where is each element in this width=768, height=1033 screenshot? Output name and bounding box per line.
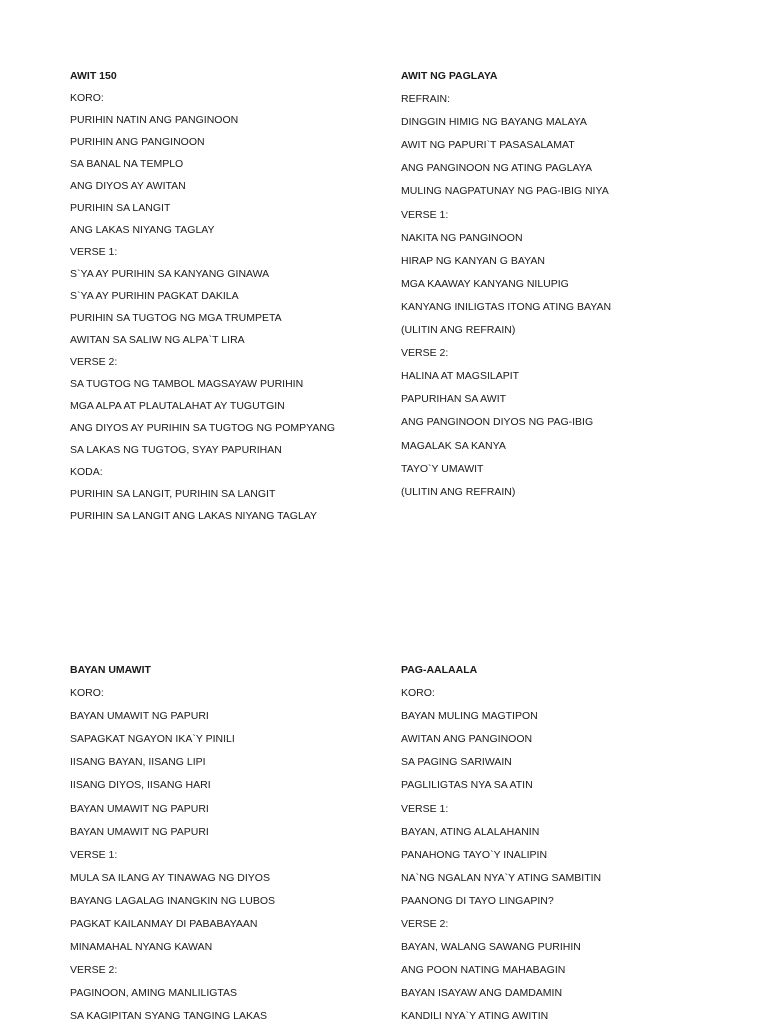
- lyric-line: PAGINOON, AMING MANLILIGTAS: [70, 987, 238, 1000]
- lyric-line: MULA SA ILANG AY TINAWAG NG DIYOS: [70, 871, 270, 884]
- lyric-line: AWITAN SA SALIW NG ALPA`T LIRA: [70, 334, 245, 346]
- lyric-line: BAYAN UMAWIT NG PAPURI: [70, 710, 209, 723]
- lyric-line: PAGLILIGTAS NYA SA ATIN: [401, 779, 533, 792]
- lyric-line: PURIHIN SA LANGIT: [70, 202, 171, 214]
- lyric-line: KODA:: [70, 466, 103, 478]
- lyric-line: SAPAGKAT NGAYON IKA`Y PINILI: [70, 733, 235, 746]
- lyric-line: ANG DIYOS AY AWITAN: [70, 180, 186, 192]
- lyric-line: VERSE 1:: [70, 848, 118, 861]
- lyric-line: VERSE 1:: [401, 802, 449, 815]
- lyric-line: KANYANG INILIGTAS ITONG ATING BAYAN: [401, 300, 612, 313]
- lyric-line: HIRAP NG KANYAN G BAYAN: [401, 254, 545, 267]
- lyric-line: TAYO`Y UMAWIT: [401, 462, 484, 475]
- lyric-line: PURIHIN SA TUGTOG NG MGA TRUMPETA: [70, 312, 282, 324]
- lyric-line: VERSE 2:: [401, 347, 449, 360]
- lyric-line: IISANG BAYAN, IISANG LIPI: [70, 756, 206, 769]
- lyric-line: KORO:: [70, 92, 104, 104]
- lyric-line: BAYAN ISAYAW ANG DAMDAMIN: [401, 987, 563, 1000]
- lyric-line: BAYAN, ATING ALALAHANIN: [401, 825, 540, 838]
- lyric-line: PAGKAT KAILANMAY DI PABABAYAAN: [70, 918, 258, 931]
- lyric-line: ANG POON NATING MAHABAGIN: [401, 964, 566, 977]
- lyric-line: ANG DIYOS AY PURIHIN SA TUGTOG NG POMPYANG: [70, 422, 336, 434]
- lyric-line: ANG PANGINOON NG ATING PAGLAYA: [401, 162, 592, 175]
- lyric-line: (ULITIN ANG REFRAIN): [401, 324, 516, 337]
- lyric-line: SA PAGING SARIWAIN: [401, 756, 512, 769]
- lyric-line: SA LAKAS NG TUGTOG, SYAY PAPURIHAN: [70, 444, 282, 456]
- lyric-line: VERSE 2:: [401, 918, 449, 931]
- lyric-line: MINAMAHAL NYANG KAWAN: [70, 941, 213, 954]
- lyric-line: PAANONG DI TAYO LINGAPIN?: [401, 894, 554, 907]
- lyric-line: SA TUGTOG NG TAMBOL MAGSAYAW PURIHIN: [70, 378, 304, 390]
- lyric-line: S`YA AY PURIHIN SA KANYANG GINAWA: [70, 268, 270, 280]
- lyric-line: SA KAGIPITAN SYANG TANGING LAKAS: [70, 1010, 268, 1023]
- lyric-line: PAPURIHAN SA AWIT: [401, 393, 507, 406]
- lyric-line: VERSE 1:: [70, 246, 118, 258]
- lyric-line: PURIHIN SA LANGIT ANG LAKAS NIYANG TAGLAY: [70, 510, 318, 522]
- lyric-line: ANG LAKAS NIYANG TAGLAY: [70, 224, 215, 236]
- lyric-line: VERSE 1:: [401, 208, 449, 221]
- lyric-line: KORO:: [70, 687, 104, 700]
- lyric-line: PURIHIN ANG PANGINOON: [70, 136, 205, 148]
- lyric-line: BAYANG LAGALAG INANGKIN NG LUBOS: [70, 894, 276, 907]
- lyric-line: ANG PANGINOON DIYOS NG PAG-IBIG: [401, 416, 594, 429]
- lyric-line: BAYAN UMAWIT NG PAPURI: [70, 802, 209, 815]
- lyric-line: BAYAN, WALANG SAWANG PURIHIN: [401, 941, 581, 954]
- lyric-line: SA BANAL NA TEMPLO: [70, 158, 184, 170]
- lyric-line: BAYAN MULING MAGTIPON: [401, 710, 538, 723]
- lyric-line: KORO:: [401, 687, 435, 700]
- song-title: PAG-AALAALA: [401, 664, 478, 676]
- song-title: AWIT NG PAGLAYA: [401, 70, 498, 82]
- lyric-line: REFRAIN:: [401, 93, 451, 106]
- lyric-line: VERSE 2:: [70, 356, 118, 368]
- lyric-line: PURIHIN NATIN ANG PANGINOON: [70, 114, 239, 126]
- lyric-line: DINGGIN HIMIG NG BAYANG MALAYA: [401, 116, 587, 129]
- lyric-line: MGA KAAWAY KANYANG NILUPIG: [401, 277, 569, 290]
- lyric-line: AWITAN ANG PANGINOON: [401, 733, 533, 746]
- lyric-line: S`YA AY PURIHIN PAGKAT DAKILA: [70, 290, 239, 302]
- lyric-line: PURIHIN SA LANGIT, PURIHIN SA LANGIT: [70, 488, 276, 500]
- song-pag-aalaala: [401, 663, 731, 1033]
- lyric-line: MGA ALPA AT PLAUTALAHAT AY TUGUTGIN: [70, 400, 285, 412]
- lyric-line: HALINA AT MAGSILAPIT: [401, 370, 520, 383]
- lyric-line: PANAHONG TAYO`Y INALIPIN: [401, 848, 548, 861]
- lyric-line: NAKITA NG PANGINOON: [401, 231, 523, 244]
- song-awit-150: [70, 69, 400, 531]
- song-awit-ng-paglaya: [401, 69, 731, 508]
- lyric-line: MAGALAK SA KANYA: [401, 439, 506, 452]
- lyric-line: MULING NAGPATUNAY NG PAG-IBIG NIYA: [401, 185, 609, 198]
- lyric-line: BAYAN UMAWIT NG PAPURI: [70, 825, 209, 838]
- lyric-line: (ULITIN ANG REFRAIN): [401, 485, 516, 498]
- lyric-line: VERSE 2:: [70, 964, 118, 977]
- song-title: BAYAN UMAWIT: [70, 664, 151, 676]
- song-title: AWIT 150: [70, 70, 117, 82]
- song-bayan-umawit: [70, 663, 400, 1033]
- lyric-line: NA`NG NGALAN NYA`Y ATING SAMBITIN: [401, 871, 602, 884]
- lyric-line: IISANG DIYOS, IISANG HARI: [70, 779, 211, 792]
- lyric-line: AWIT NG PAPURI`T PASASALAMAT: [401, 139, 575, 152]
- lyric-line: KANDILI NYA`Y ATING AWITIN: [401, 1010, 549, 1023]
